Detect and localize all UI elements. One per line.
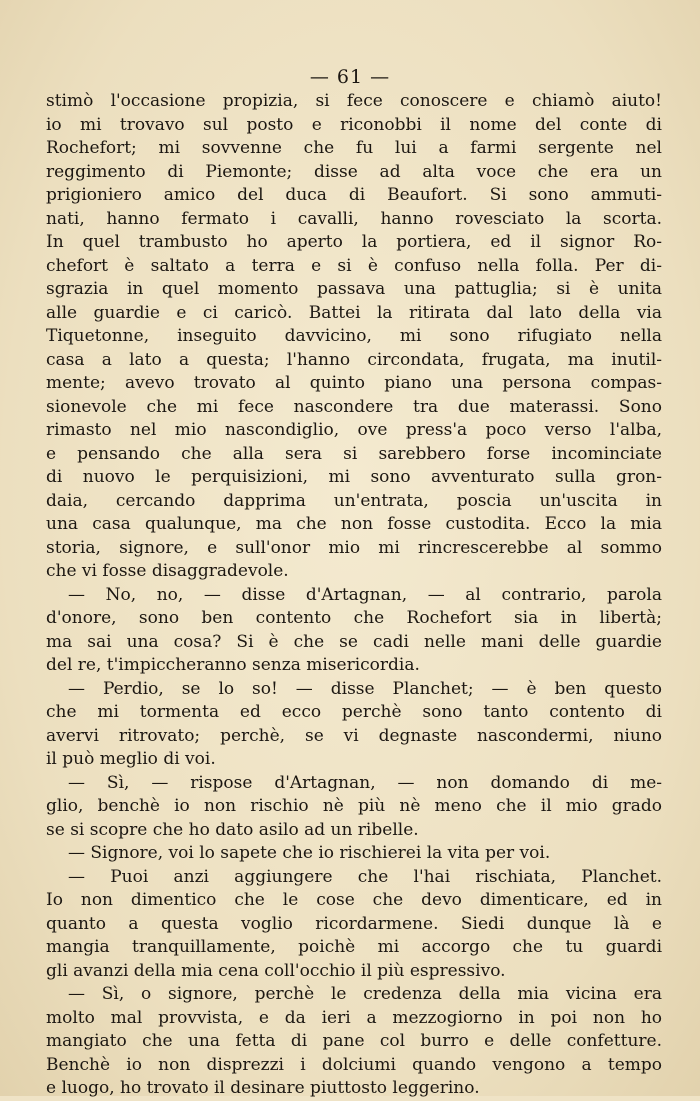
text-line: sionevole che mi fece nascondere tra due materassi. Sono [46, 396, 662, 417]
text-line: storia, signore, e sull'onor mio mi rincrescerebbe al sommo [46, 537, 662, 558]
text-line: — No, no, — disse d'Artagnan, — al contrario, parola [68, 584, 662, 605]
text-line: io mi trovavo sul posto e riconobbi il nome del conte di [46, 114, 662, 135]
text-line: ma sai una cosa? Si è che se cadi nelle mani delle guardie [46, 631, 662, 652]
text-line: daia, cercando dapprima un'entrata, poscia un'uscita in [46, 490, 662, 511]
text-line: — Perdio, se lo so! — disse Planchet; — è ben questo [68, 678, 662, 699]
text-line: che mi tormenta ed ecco perchè sono tanto contento di [46, 702, 662, 722]
text-line: Tiquetonne, inseguito davvicino, mi sono rifugiato nella [46, 326, 662, 346]
text-line: il può meglio di voi. [46, 749, 216, 769]
text-line: Benchè io non disprezzi i dolciumi quando vengono a tempo [46, 1054, 662, 1075]
text-line: mangiato che una fetta di pane col burro e delle confetture. [46, 1031, 662, 1051]
text-line: se si scopre che ho dato asilo ad un ribelle. [46, 819, 419, 840]
text-line: glio, benchè io non rischio nè più nè meno che il mio grado [46, 796, 662, 816]
body-text [46, 90, 662, 1101]
text-line: quanto a questa voglio ricordarmene. Siedi dunque là e [46, 913, 662, 934]
text-line: e pensando che alla sera si sarebbero forse incominciate [46, 443, 662, 464]
text-line: casa a lato a questa; l'hanno circondata, frugata, ma inutil- [46, 349, 662, 370]
text-line: avervi ritrovato; perchè, se vi degnaste nascondermi, niuno [46, 725, 662, 746]
text-line: chefort è saltato a terra e si è confuso nella folla. Per di- [46, 255, 662, 276]
text-line: mente; avevo trovato al quinto piano una persona compas- [46, 373, 662, 393]
page-number: — 61 — [309, 66, 391, 88]
text-line: e luogo, ho trovato il desinare piuttosto leggerino. [46, 1078, 480, 1098]
text-line: Rochefort; mi sovvenne che fu lui a farmi sergente nel [46, 138, 662, 158]
text-line: In quel trambusto ho aperto la portiera, ed il signor Ro- [46, 232, 662, 252]
text-line: reggimento di Piemonte; disse ad alta voce che era un [46, 161, 662, 182]
text-line: una casa qualunque, ma che non fosse custodita. Ecco la mia [46, 514, 662, 534]
text-line: — Sì, — rispose d'Artagnan, — non domando di me- [68, 772, 662, 793]
text-line: — Signore, voi lo sapete che io rischierei la vita per voi. [68, 843, 551, 863]
text-line: — Puoi anzi aggiungere che l'hai rischiata, Planchet. [68, 866, 662, 887]
text-line: d'onore, sono ben contento che Rochefort sia in libertà; [46, 608, 662, 628]
text-line: che vi fosse disaggradevole. [46, 561, 289, 581]
text-line: mangia tranquillamente, poichè mi accorgo che tu guardi [46, 937, 662, 957]
text-line: di nuovo le perquisizioni, mi sono avventurato sulla gron- [46, 467, 662, 487]
text-line: rimasto nel mio nascondiglio, ove press'a poco verso l'alba, [46, 420, 662, 440]
text-line: — Sì, o signore, perchè le credenza della mia vicina era [68, 984, 662, 1004]
text-line: prigioniero amico del duca di Beaufort. Si sono ammuti- [46, 185, 662, 205]
text-line: del re, t'impiccheranno senza misericordia. [46, 655, 420, 675]
text-line: nati, hanno fermato i cavalli, hanno rovesciato la scorta. [46, 208, 662, 229]
text-line: molto mal provvista, e da ieri a mezzogiorno in poi non ho [46, 1007, 662, 1028]
text-line: Io non dimentico che le cose che devo dimenticare, ed in [46, 890, 662, 910]
text-line: gli avanzi della mia cena coll'occhio il più espressivo. [46, 960, 506, 981]
text-line: stimò l'occasione propizia, si fece conoscere e chiamò aiuto! [46, 91, 662, 111]
text-line: alle guardie e ci caricò. Battei la ritirata dal lato della via [46, 302, 662, 323]
text-line: sgrazia in quel momento passava una pattuglia; si è unita [46, 279, 662, 299]
